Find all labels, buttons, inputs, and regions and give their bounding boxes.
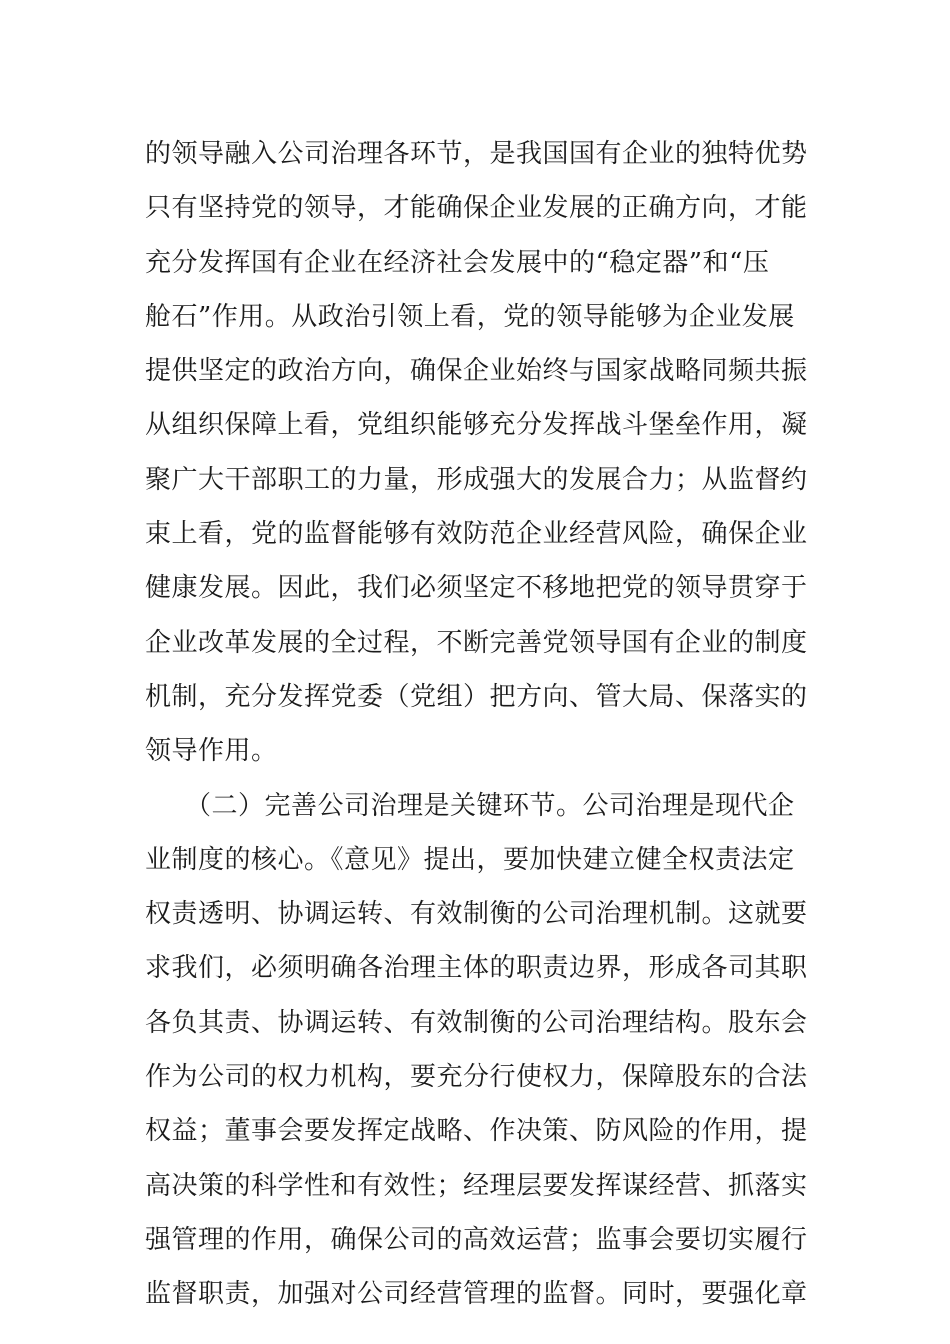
- text-line: 权益；董事会要发挥定战略、作决策、防风险的作用，提: [145, 1116, 808, 1147]
- text-line: 提供坚定的政治方向，确保企业始终与国家战略同频共振: [145, 356, 808, 387]
- body-text: [145, 127, 815, 1322]
- text-line: 监督职责，加强对公司经营管理的监督。同时，要强化章: [145, 1279, 808, 1310]
- text-line: 权责透明、协调运转、有效制衡的公司治理机制。这就要: [145, 899, 808, 930]
- text-line: 从组织保障上看，党组织能够充分发挥战斗堡垒作用，凝: [145, 410, 808, 441]
- text-line: 聚广大干部职工的力量，形成强大的发展合力；从监督约: [145, 464, 808, 495]
- text-line: 强管理的作用，确保公司的高效运营；监事会要切实履行: [145, 1224, 808, 1255]
- text-line: 业制度的核心。《意见》提出，要加快建立健全权责法定: [145, 844, 795, 875]
- text-line: 只有坚持党的领导，才能确保企业发展的正确方向，才能: [145, 193, 808, 224]
- text-line: 高决策的科学性和有效性；经理层要发挥谋经营、抓落实: [145, 1170, 808, 1201]
- section-heading-line: （二）完善公司治理是关键环节。公司治理是现代企: [145, 790, 795, 821]
- text-line: 束上看，党的监督能够有效防范企业经营风险，确保企业: [145, 519, 808, 550]
- text-line: 健康发展。因此，我们必须坚定不移地把党的领导贯穿于: [145, 573, 808, 604]
- text-line: 领导作用。: [145, 736, 278, 767]
- text-line: 的领导融入公司治理各环节，是我国国有企业的独特优势: [145, 139, 808, 169]
- text-line: 企业改革发展的全过程，不断完善党领导国有企业的制度: [145, 627, 808, 658]
- text-line: 充分发挥国有企业在经济社会发展中的“稳定器”和“压: [145, 247, 770, 278]
- text-line: 求我们，必须明确各治理主体的职责边界，形成各司其职: [145, 953, 808, 984]
- text-line: 作为公司的权力机构，要充分行使权力，保障股东的合法: [145, 1062, 808, 1093]
- text-line: 机制，充分发挥党委（党组）把方向、管大局、保落实的: [145, 681, 808, 712]
- text-line: 舱石”作用。从政治引领上看，党的领导能够为企业发展: [145, 301, 795, 332]
- text-line: 各负其责、协调运转、有效制衡的公司治理结构。股东会: [145, 1007, 808, 1038]
